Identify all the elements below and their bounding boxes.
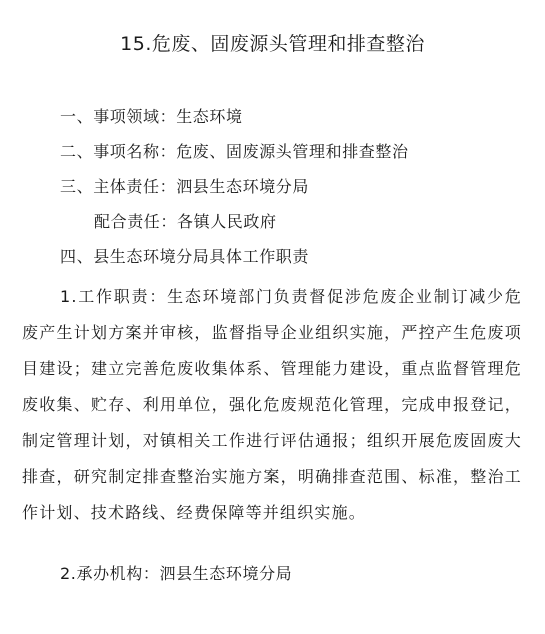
item-cooperative-responsibility: 配合责任：各镇人民政府 <box>94 212 277 231</box>
document-title: 15.危废、固废源头管理和排查整治 <box>120 33 425 55</box>
item-name: 二、事项名称：危废、固废源头管理和排查整治 <box>60 142 409 161</box>
item-domain: 一、事项领域：生态环境 <box>60 107 243 126</box>
agency-line: 2.承办机构：泗县生态环境分局 <box>60 564 293 583</box>
item-primary-responsibility: 三、主体责任：泗县生态环境分局 <box>60 177 310 196</box>
duties-paragraph: 1.工作职责：生态环境部门负责督促涉危废企业制订减少危废产生计划方案并审核，监督指导企业组织实施，严控产生危废项目建设；建立完善危废收集体系、管理能力建设，重点监督管理危废收集、贮存、利用单位，强化危废规范化管理，完成申报登记，制定管理计划，对镇相关工作进行评估通报；组织开展危废固废大排查，研究制定排查整治实施方案，明确排查范围、标准，整治工作计划、技术路线、经费保障等并组织实施。 <box>22 287 522 522</box>
section-heading-duties: 四、县生态环境分局具体工作职责 <box>60 247 310 266</box>
